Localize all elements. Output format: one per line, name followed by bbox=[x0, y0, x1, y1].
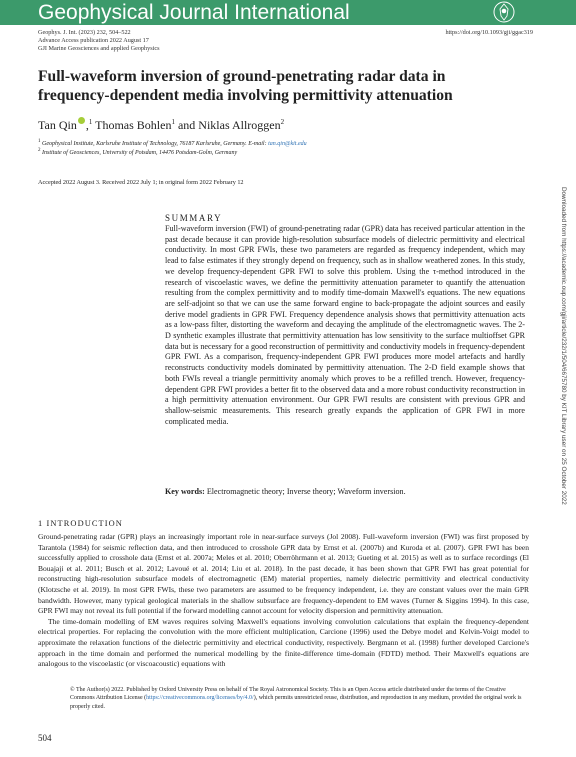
introduction-body bbox=[38, 532, 529, 670]
author-name[interactable]: Tan Qin bbox=[38, 118, 77, 132]
affiliation-mark: 2 bbox=[280, 118, 285, 126]
license-footer bbox=[70, 686, 529, 711]
summary-text: Full-waveform inversion (FWI) of ground-penetrating radar (GPR) data has received particular attention in the past decade because it can provide high-resolution subsurface models of dielectric permittivity and electrical conductivity. In most GPR FWIs, these two parameters are regarded as frequency independent, which may lead to false estimates if they strongly depend on frequency, such as in shallow weathered zones. In this study, we develop frequency-dependent GPR FWI to solve this problem. Using the τ-method introduced in the research of viscoelastic waves, we define the permittivity attenuation parameter to quantify the attenuation resulting from the complex permittivity and to modify time-domain Maxwell's equations. The new equations are self-adjoint so that we can use the same forward engine to back-propagate the adjoint sources and easily derive model gradients in GPR FWI. Frequency dependence analysis shows that permittivity attenuation acts as a low-pass filter, distorting the waveform and decaying the amplitude of the electromagnetic waves. The 2-D synthetic examples illustrate that permittivity attenuation has low sensitivity to the surface multioffset GPR data but is necessary for a good reconstruction of permittivity and conductivity models in frequency-dependent GPR FWI. As a comparison, frequency-independent GPR FWI produces more model artefacts and hardly reconstructs conductivity models dominated by permittivity attenuation. The 2-D field example shows that both FWIs reveal a triangle permittivity anomaly which proves to be a refilled trench. However, frequency-dependent GPR FWI provides a better fit to the observed data and a more robust conductivity reconstruction in a high permittivity attenuation environment. Our GPR FWI results are consistent with previous GPR and shallow-seismic measurements. This research greatly expands the application of GPR FWI in more complicated media. bbox=[165, 224, 525, 426]
advance-access: Advance Access publication 2022 August 17 bbox=[38, 37, 149, 44]
author-conjunction: and bbox=[177, 118, 196, 132]
keywords-list: Electromagnetic theory; Inverse theory; Waveform inversion. bbox=[206, 487, 406, 496]
affiliation-2: $^2$ Institute of Geosciences, University of Potsdam, 14476 Potsdam-Golm, Germany bbox=[38, 148, 238, 156]
license-text: ), which permits unrestricted reuse, distribution, and reproduction in any medium, provided the original work is properly cited. bbox=[70, 695, 522, 710]
affiliation-mark: 1 bbox=[171, 118, 175, 126]
orcid-icon[interactable] bbox=[78, 117, 85, 124]
author-list: Tan Qin ,$^1$ Thomas Bohlen$^1$ and Niklas Allroggen$^2$ bbox=[38, 118, 285, 132]
keywords-label: Key words: bbox=[165, 487, 205, 496]
affiliation-text: Institute of Geosciences, University of Potsdam, 14476 Potsdam-Golm, Germany bbox=[42, 150, 238, 156]
paragraph: Ground-penetrating radar (GPR) plays an increasingly important role in near-surface surveys (Jol 2008). Full-waveform inversion (FWI) was first proposed by Tarantola (1984) for seismic reflection data, and then introduced to crosshole GPR data by Ernst et al. (2007b) and Kuroda et al. (2007). GPR FWI has been successfully applied to crosshole data (Ernst et al. 2007a; Meles et al. 2010; Oberröhrmann et al. 2013; Gueting et al. 2015) as well as to surface recordings (El Bouajaji et al. 2011; Busch et al. 2012; Lavoué et al. 2014; Liu et al. 2018). In the past decade, it has been shown that GPR FWI has great potential for reconstructing high-resolution subsurface models of electromagnetic (EM) material properties, namely dielectric permittivity and electrical conductivity (Klotzsche et al. 2019). In most GPR FWIs, these two parameters are assumed to be frequency independent, i.e. they are constant values over the main GPR bandwidth. However, many typical geological materials in the shallow subsurface are frequency-dependent to EM waves (Turner & Siggins 1994). In this case, GPR FWI may not reveal its full potential if the forward modelling cannot account for velocity dispersion and permittivity attenuation. bbox=[38, 532, 529, 616]
society-crest-icon bbox=[493, 1, 515, 23]
license-link[interactable]: https://creativecommons.org/licenses/by/4.0/ bbox=[146, 695, 254, 702]
summary-heading: SUMMARY bbox=[165, 213, 223, 223]
journal-banner bbox=[0, 0, 576, 25]
affiliation-1: $^1$ Geophysical Institute, Karlsruhe Institute of Technology, 76187 Karlsruhe, Germany. E-mail: tan.qin@kit.edu bbox=[38, 139, 307, 147]
email-link[interactable]: tan.qin@kit.edu bbox=[268, 141, 307, 147]
author-name[interactable]: Niklas Allroggen bbox=[198, 118, 281, 132]
paragraph: The time-domain modelling of EM waves requires solving Maxwell's equations involving convolution calculations that explain the frequency-dependent electrical properties. For replacing the convolution with the more efficient multiplication, Carcione (1996) used the Debye model and Kelvin-Voigt model to approximate the relaxation functions of the dielectric permittivity and electrical conductivity, respectively. Bergmann et al. (1998) further developed Carcione's approach in the time domain and performed the numerical modelling by the finite-difference time-domain (FDTD) method. Their Maxwell's equations are analogous to the viscoelastic (or viscoacoustic) equations with bbox=[38, 616, 529, 669]
affiliation-text: Geophysical Institute, Karlsruhe Institute of Technology, 76187 Karlsruhe, Germany. E-mail: bbox=[42, 141, 267, 147]
author-name[interactable]: Thomas Bohlen bbox=[95, 118, 172, 132]
citation: Geophys. J. Int. (2023) 232, 504–522 bbox=[38, 29, 131, 36]
download-watermark: Downloaded from https://academic.oup.com/gji/article/232/1/504/6675780 by KIT Library user on 25 October 2022 bbox=[560, 187, 567, 505]
article-title: Full-waveform inversion of ground-penetrating radar data in frequency-dependent media involving permittivity attenuation bbox=[38, 68, 453, 104]
page-number: 504 bbox=[38, 733, 52, 743]
affiliation-mark: 1 bbox=[88, 118, 93, 126]
keywords bbox=[165, 487, 406, 496]
license-text: © The Author(s) 2022. Published by Oxford University Press on behalf of The Royal Astronomical Society. This is an Open Access article distributed under the terms of the Creative Commons Attribution License ( bbox=[70, 687, 506, 702]
section-heading: 1 INTRODUCTION bbox=[38, 519, 123, 528]
article-dates: Accepted 2022 August 3. Received 2022 July 1; in original form 2022 February 12 bbox=[38, 179, 244, 186]
journal-section: GJI Marine Geosciences and applied Geophysics bbox=[38, 45, 160, 52]
doi-link[interactable]: https://doi.org/10.1093/gji/ggac319 bbox=[445, 29, 533, 36]
journal-name: Geophysical Journal International bbox=[38, 1, 350, 24]
